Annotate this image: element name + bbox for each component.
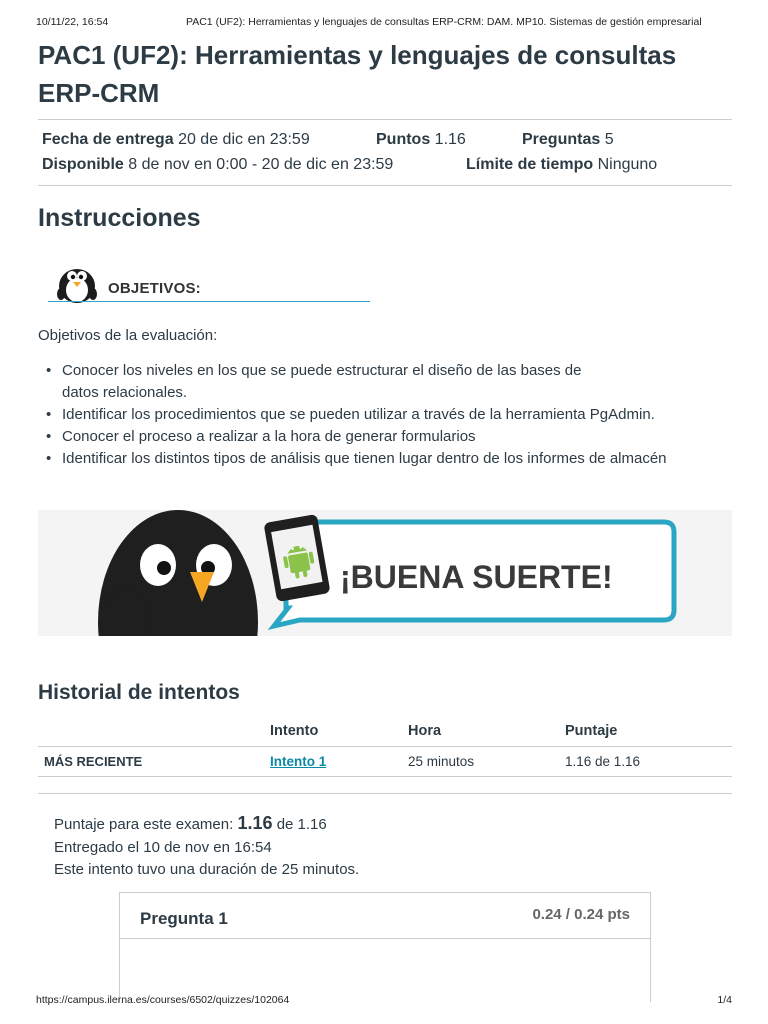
objetivos-label: OBJETIVOS: — [108, 280, 201, 297]
questions-label: Preguntas — [522, 131, 601, 148]
time-limit-meta — [466, 156, 657, 174]
print-doc-title: PAC1 (UF2): Herramientas y lenguajes de consultas ERP-CRM: DAM. MP10. Sistemas de gestión empresarial — [186, 16, 702, 28]
list-item: • Identificar los distintos tipos de análisis que tienen lugar dentro de los informes de almacén — [46, 448, 736, 470]
objetivos-banner — [44, 262, 370, 304]
table-header-row — [38, 716, 732, 746]
available-meta — [42, 156, 393, 174]
history-title: Historial de intentos — [38, 681, 240, 704]
due-value: 20 de dic en 23:59 — [178, 131, 310, 148]
header-puntaje: Puntaje — [565, 716, 732, 746]
print-page-number: 1/4 — [717, 994, 732, 1006]
points-meta — [376, 131, 466, 149]
score-value: 1.16 — [237, 813, 273, 833]
good-luck-text: ¡BUENA SUERTE! — [340, 559, 613, 595]
list-item: • Conocer los niveles en los que se puede estructurar el diseño de las bases de datos relacionales. — [46, 360, 611, 404]
history-divider — [38, 793, 732, 794]
print-url: https://campus.ilerna.es/courses/6502/quizzes/102064 — [36, 994, 290, 1006]
questions-value: 5 — [604, 131, 614, 148]
history-table — [38, 716, 732, 777]
good-luck-banner — [38, 510, 732, 636]
available-value: 8 de nov en 0:00 - 20 de dic en 23:59 — [128, 156, 394, 173]
most-recent-label: MÁS RECIENTE — [38, 746, 270, 776]
list-item: • Conocer el proceso a realizar a la hora de generar formularios — [46, 426, 736, 448]
points-label: Puntos — [376, 131, 431, 148]
due-label: Fecha de entrega — [42, 131, 174, 148]
banner-underline — [48, 301, 370, 303]
score-summary — [54, 812, 359, 882]
penguin-icon — [50, 262, 104, 304]
page-title: PAC1 (UF2): Herramientas y lenguajes de consultas ERP-CRM — [38, 40, 677, 108]
print-header — [36, 16, 732, 28]
table-row — [38, 746, 732, 776]
good-luck-illustration — [38, 510, 732, 636]
instructions-title: Instrucciones — [38, 204, 201, 232]
question-card — [119, 892, 651, 1002]
question-title: Pregunta 1 — [140, 909, 228, 928]
submitted-line: Entregado el 10 de nov en 16:54 — [54, 838, 272, 856]
meta-divider — [38, 185, 732, 186]
score-prefix: Puntaje para este examen: — [54, 816, 234, 833]
objectives-list — [46, 360, 736, 470]
title-divider — [38, 119, 732, 120]
attempt-time: 25 minutos — [408, 746, 565, 776]
question-header — [120, 893, 650, 939]
duration-line: Este intento tuvo una duración de 25 minutos. — [54, 861, 360, 878]
attempt-score: 1.16 de 1.16 — [565, 746, 732, 776]
print-footer — [36, 994, 732, 1006]
list-item: • Identificar los procedimientos que se pueden utilizar a través de la herramienta PgAdmin. — [46, 404, 736, 426]
time-limit-value: Ninguno — [597, 156, 658, 173]
header-intento: Intento — [270, 716, 408, 746]
available-label: Disponible — [42, 156, 124, 173]
score-line — [54, 812, 359, 837]
question-points: 0.24 / 0.24 pts — [532, 906, 630, 923]
objectives-intro: Objetivos de la evaluación: — [38, 327, 218, 344]
time-limit-label: Límite de tiempo — [466, 156, 594, 173]
attempt-link[interactable]: Intento 1 — [270, 753, 327, 769]
points-value: 1.16 — [434, 131, 466, 148]
meta-row-1 — [42, 131, 310, 149]
print-timestamp: 10/11/22, 16:54 — [36, 16, 109, 28]
score-suffix: de 1.16 — [276, 816, 327, 833]
header-hora: Hora — [408, 716, 565, 746]
questions-meta — [522, 131, 614, 149]
